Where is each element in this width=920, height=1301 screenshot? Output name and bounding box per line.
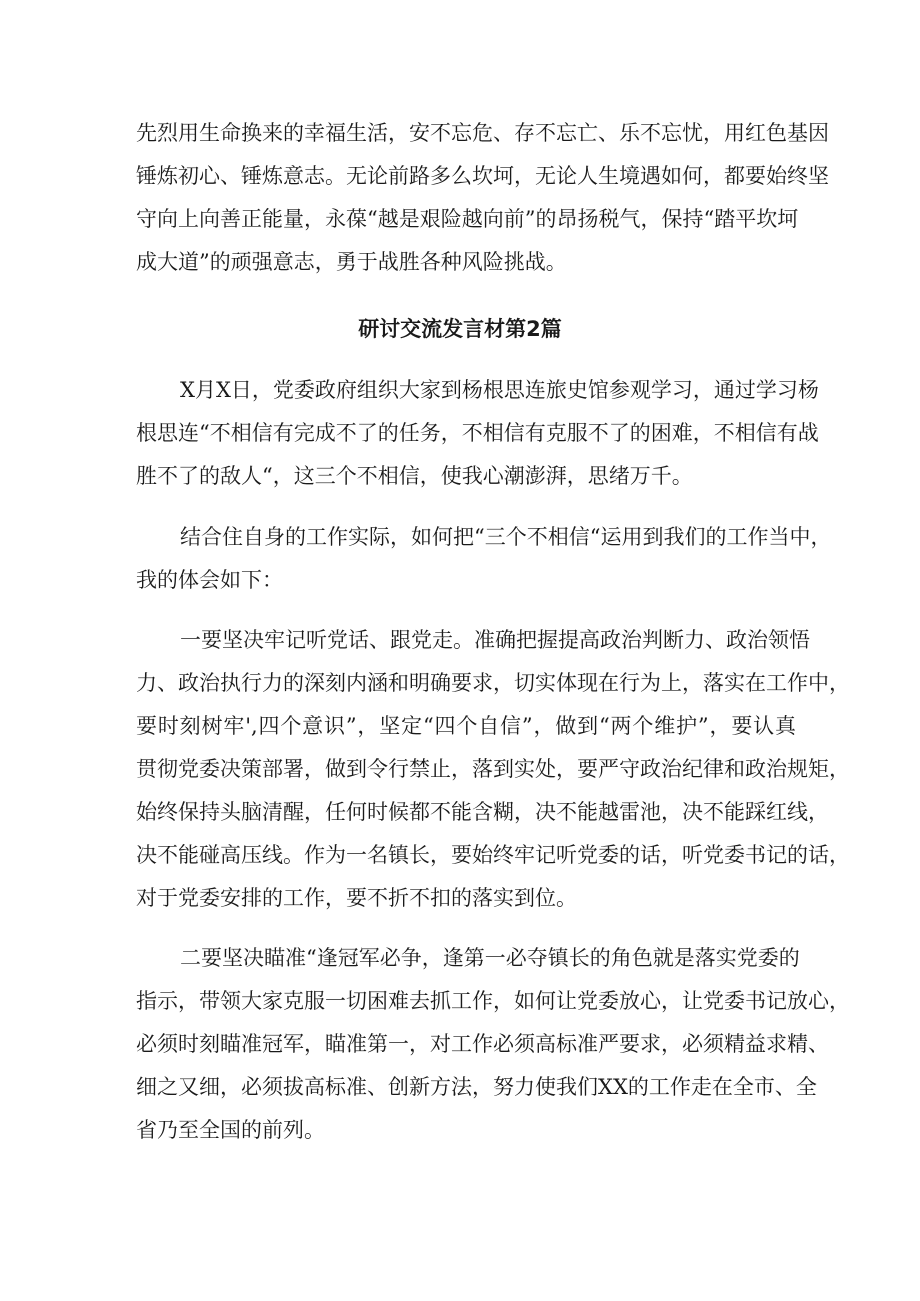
- paragraph-line: X月X日，党委政府组织大家到杨根思连旅史馆参观学习，通过学习杨: [180, 378, 819, 402]
- paragraph-line: 要时刻树牢',四个意识”，坚定“四个自信”，做到“两个维护”，要认真: [136, 714, 796, 738]
- paragraph-line: 指示，带领大家克服一切困难去抓工作，如何让党委放心，让党委书记放心，: [136, 989, 850, 1013]
- paragraph-line: 对于党委安排的工作，要不折不扣的落实到位。: [136, 886, 577, 910]
- paragraph-line: 先烈用生命换来的幸福生活，安不忘危、存不忘亡、乐不忘忧，用红色基因: [136, 121, 829, 145]
- paragraph-line: 力、政治执行力的深刻内涵和明确要求，切实体现在行为上，落实在工作中，: [136, 671, 850, 695]
- section-heading: 研讨交流发言材第2篇: [358, 317, 562, 341]
- paragraph-line: 一要坚决牢记听党话、跟党走。准确把握提高政治判断力、政治领悟: [180, 628, 810, 652]
- paragraph-line: 省乃至全国的前列。: [136, 1118, 325, 1142]
- paragraph-line: 细之又细，必须拔高标准、创新方法，努力使我们XX的工作走在全市、全: [136, 1075, 817, 1099]
- paragraph-line: 必须时刻瞄准冠军，瞄准第一，对工作必须高标准严要求，必须精益求精、: [136, 1032, 829, 1056]
- paragraph-line: 根思连“不相信有完成不了的任务，不相信有克服不了的困难，不相信有战: [136, 421, 819, 445]
- paragraph-line: 守向上向善正能量，永葆“越是艰险越向前”的昂扬税气，保持“踏平坎坷: [136, 207, 799, 231]
- paragraph-line: 结合住自身的工作实际，如何把“三个不相信“运用到我们的工作当中，: [180, 525, 832, 549]
- paragraph-line: 二要坚决瞄准“逢冠军必争，逢第一必夺镇长的角色就是落实党委的: [180, 946, 800, 970]
- paragraph-line: 我的体会如下：: [136, 568, 283, 592]
- paragraph-line: 成大道”的顽强意志，勇于战胜各种风险挑战。: [136, 250, 567, 274]
- paragraph-line: 决不能碰高压线。作为一名镇长，要始终牢记听党委的话，听党委书记的话，: [136, 843, 850, 867]
- paragraph-line: 锤炼初心、锤炼意志。无论前路多么坎坷，无论人生境遇如何，都要始终坚: [136, 164, 829, 188]
- paragraph-line: 贯彻党委决策部署，做到令行禁止，落到实处，要严守政治纪律和政治规矩，: [136, 757, 850, 781]
- paragraph-line: 始终保持头脑清醒，任何时候都不能含糊，决不能越雷池，决不能踩红线，: [136, 800, 829, 824]
- paragraph-line: 胜不了的敌人“，这三个不相信，使我心潮澎湃，思绪万千。: [136, 464, 693, 488]
